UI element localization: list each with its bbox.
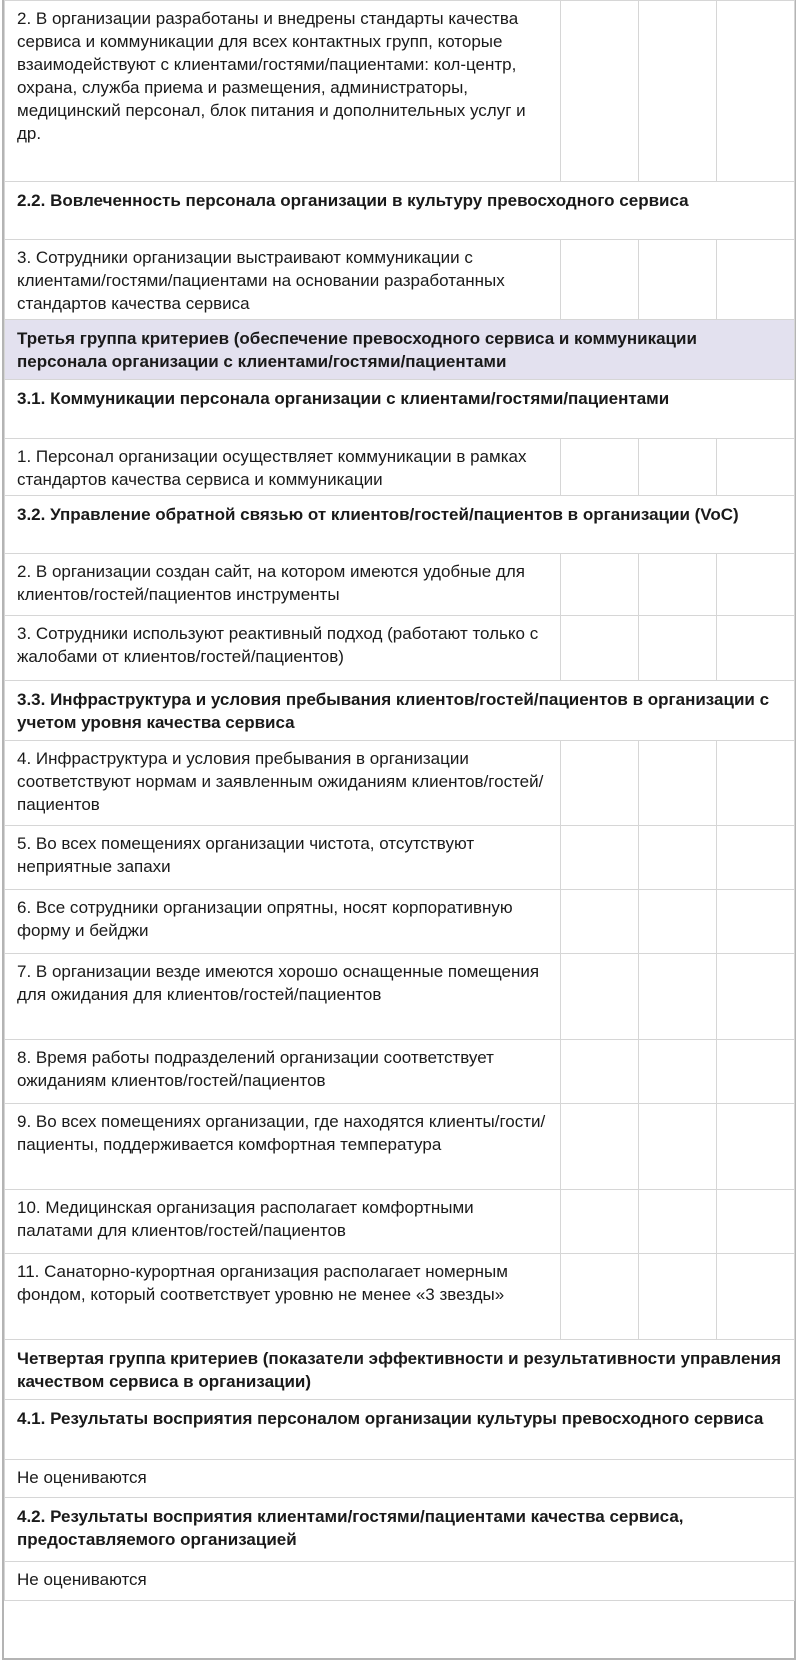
criterion-text: 1. Персонал организации осуществляет коммуникации в рамках стандартов качества сервиса и коммуникации (5, 439, 561, 496)
criterion-row (5, 240, 795, 320)
criterion-row (5, 1040, 795, 1104)
score-cell[interactable] (717, 616, 795, 681)
criterion-row (5, 439, 795, 496)
not-evaluated-text: Не оцениваются (5, 1460, 795, 1498)
criterion-text: 5. Во всех помещениях организации чистота, отсутствуют неприятные запахи (5, 826, 561, 890)
criterion-text: 9. Во всех помещениях организации, где находятся клиенты/гости/пациенты, поддерживается комфортная температура (5, 1104, 561, 1190)
group-heading: Третья группа критериев (обеспечение превосходного сервиса и коммуникации персонала организации с клиентами/гостями/пациентами (5, 320, 795, 380)
subsection-heading: 3.2. Управление обратной связью от клиентов/гостей/пациентов в организации (VoC) (5, 496, 795, 554)
criterion-row (5, 1, 795, 182)
criterion-text: 4. Инфраструктура и условия пребывания в организации соответствуют нормам и заявленным ожиданиям клиентов/гостей/пациентов (5, 741, 561, 826)
score-cell[interactable] (717, 1, 795, 182)
score-cell[interactable] (639, 1254, 717, 1340)
score-cell[interactable] (639, 439, 717, 496)
criterion-text: 2. В организации разработаны и внедрены стандарты качества сервиса и коммуникации для всех контактных групп, которые взаимодействуют с клиентами/гостями/пациентами: кол-центр, охрана, служба приема и размещения, администраторы, медицинский персонал, блок питания и дополнительных услуг и др. (5, 1, 561, 182)
subsection-row (5, 380, 795, 439)
score-cell[interactable] (717, 954, 795, 1040)
score-cell[interactable] (561, 1040, 639, 1104)
score-cell[interactable] (561, 741, 639, 826)
score-cell[interactable] (561, 826, 639, 890)
score-cell[interactable] (639, 826, 717, 890)
score-cell[interactable] (561, 890, 639, 954)
criterion-row (5, 826, 795, 890)
subsection-row (5, 1400, 795, 1460)
score-cell[interactable] (717, 240, 795, 320)
criterion-row (5, 741, 795, 826)
group-heading: Четвертая группа критериев (показатели эффективности и результативности управления качеством сервиса в организации) (5, 1340, 795, 1400)
score-cell[interactable] (561, 240, 639, 320)
score-cell[interactable] (639, 1, 717, 182)
criteria-table (4, 0, 795, 1601)
subsection-heading: 3.1. Коммуникации персонала организации с клиентами/гостями/пациентами (5, 380, 795, 439)
criterion-row (5, 554, 795, 616)
score-cell[interactable] (639, 1104, 717, 1190)
score-cell[interactable] (717, 890, 795, 954)
subsection-heading: 2.2. Вовлеченность персонала организации в культуру превосходного сервиса (5, 182, 795, 240)
score-cell[interactable] (561, 1104, 639, 1190)
score-cell[interactable] (717, 1190, 795, 1254)
score-cell[interactable] (561, 1254, 639, 1340)
not-evaluated-row (5, 1562, 795, 1601)
group-row (5, 1340, 795, 1400)
criterion-row (5, 1104, 795, 1190)
score-cell[interactable] (561, 954, 639, 1040)
score-cell[interactable] (717, 826, 795, 890)
subsection-row (5, 496, 795, 554)
criteria-table-frame (2, 0, 796, 1660)
score-cell[interactable] (639, 890, 717, 954)
subsection-row (5, 1498, 795, 1562)
criterion-text: 6. Все сотрудники организации опрятны, носят корпоративную форму и бейджи (5, 890, 561, 954)
subsection-row (5, 681, 795, 741)
subsection-heading: 3.3. Инфраструктура и условия пребывания клиентов/гостей/пациентов в организации с учетом уровня качества сервиса (5, 681, 795, 741)
score-cell[interactable] (717, 1254, 795, 1340)
score-cell[interactable] (561, 616, 639, 681)
criterion-row (5, 954, 795, 1040)
criterion-text: 8. Время работы подразделений организации соответствует ожиданиям клиентов/гостей/пациентов (5, 1040, 561, 1104)
subsection-heading: 4.2. Результаты восприятия клиентами/гостями/пациентами качества сервиса, предоставляемого организацией (5, 1498, 795, 1562)
group-row (5, 320, 795, 380)
criterion-row (5, 1254, 795, 1340)
score-cell[interactable] (717, 554, 795, 616)
criterion-text: 3. Сотрудники используют реактивный подход (работают только с жалобами от клиентов/гостей/пациентов) (5, 616, 561, 681)
score-cell[interactable] (717, 1104, 795, 1190)
score-cell[interactable] (717, 1040, 795, 1104)
score-cell[interactable] (561, 1, 639, 182)
criterion-row (5, 890, 795, 954)
not-evaluated-row (5, 1460, 795, 1498)
criterion-text: 7. В организации везде имеются хорошо оснащенные помещения для ожидания для клиентов/гостей/пациентов (5, 954, 561, 1040)
criterion-row (5, 1190, 795, 1254)
score-cell[interactable] (639, 1190, 717, 1254)
criterion-text: 10. Медицинская организация располагает комфортными палатами для клиентов/гостей/пациентов (5, 1190, 561, 1254)
score-cell[interactable] (639, 554, 717, 616)
score-cell[interactable] (639, 240, 717, 320)
criterion-text: 11. Санаторно-курортная организация располагает номерным фондом, который соответствует уровню не менее «3 звезды» (5, 1254, 561, 1340)
score-cell[interactable] (717, 741, 795, 826)
criterion-text: 3. Сотрудники организации выстраивают коммуникации с клиентами/гостями/пациентами на основании разработанных стандартов качества сервиса (5, 240, 561, 320)
score-cell[interactable] (561, 1190, 639, 1254)
score-cell[interactable] (639, 1040, 717, 1104)
subsection-row (5, 182, 795, 240)
subsection-heading: 4.1. Результаты восприятия персоналом организации культуры превосходного сервиса (5, 1400, 795, 1460)
score-cell[interactable] (717, 439, 795, 496)
criterion-text: 2. В организации создан сайт, на котором имеются удобные для клиентов/гостей/пациентов инструменты (5, 554, 561, 616)
score-cell[interactable] (561, 554, 639, 616)
score-cell[interactable] (639, 741, 717, 826)
not-evaluated-text: Не оцениваются (5, 1562, 795, 1601)
score-cell[interactable] (639, 954, 717, 1040)
score-cell[interactable] (639, 616, 717, 681)
criterion-row (5, 616, 795, 681)
score-cell[interactable] (561, 439, 639, 496)
